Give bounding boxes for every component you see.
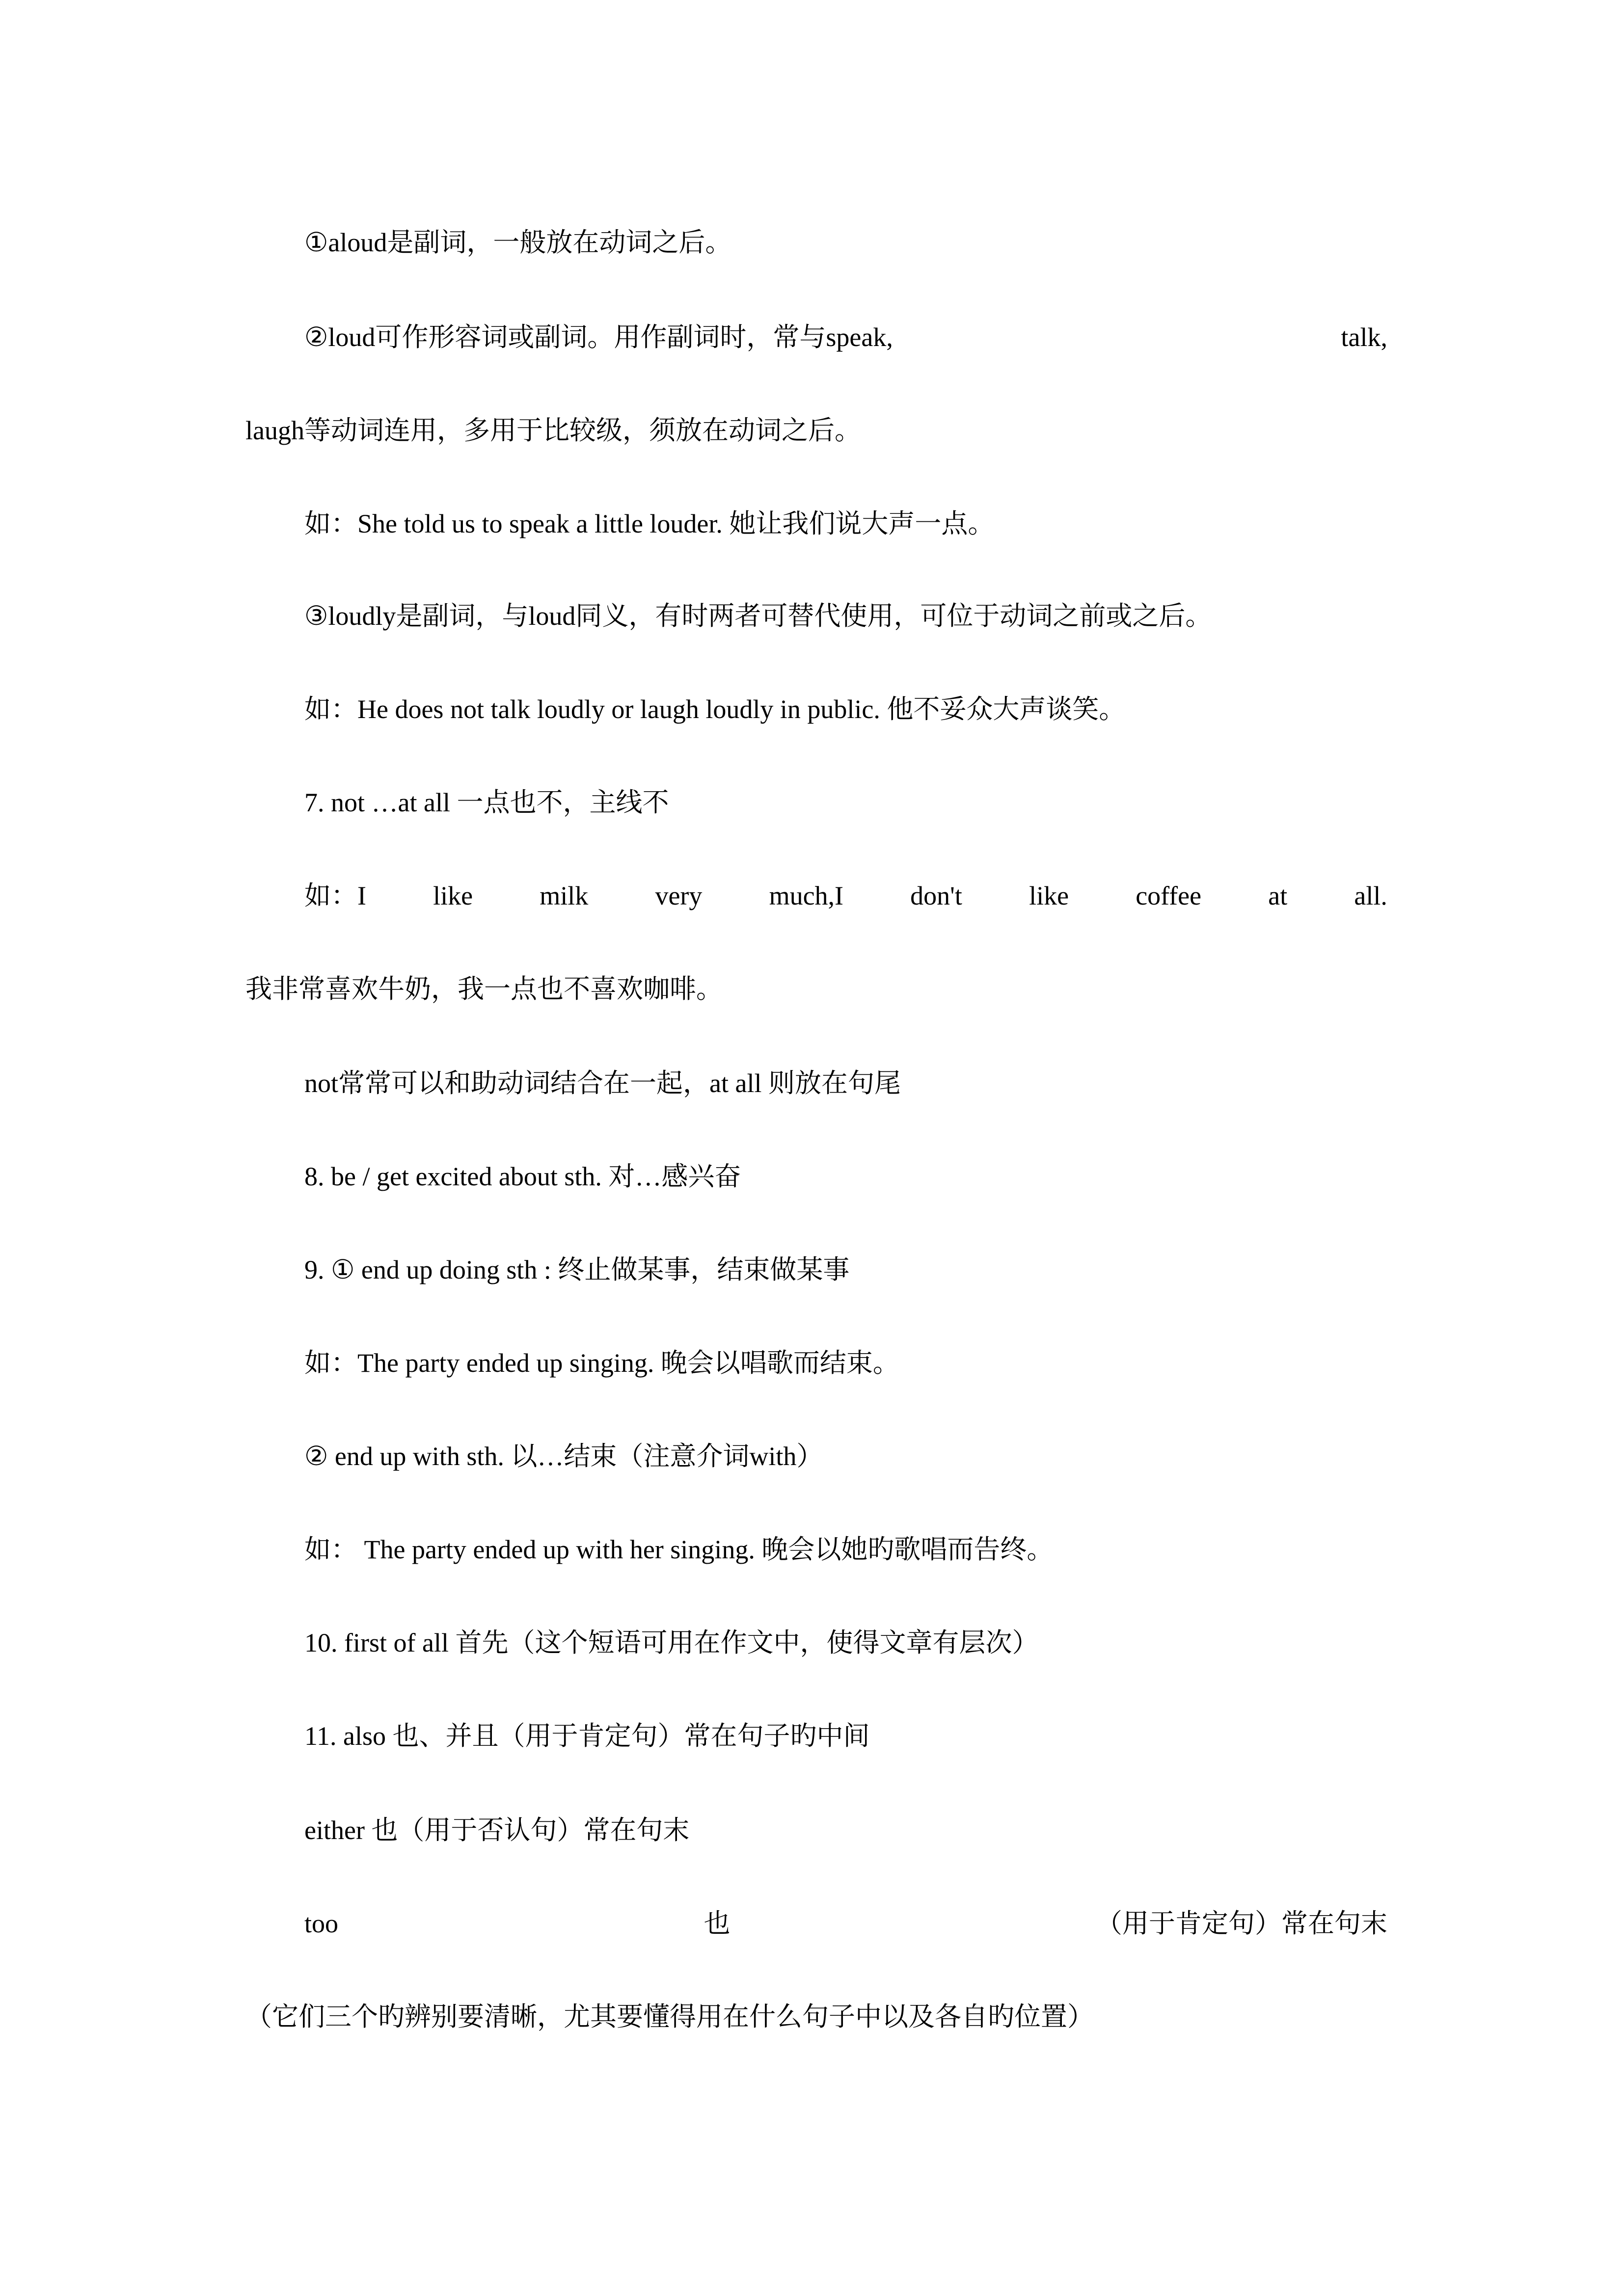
word: all.: [1354, 881, 1387, 910]
example-line-milk: [304, 880, 1387, 911]
text-segment: ②loud可作形容词或副词。用作副词时，常与speak,: [304, 322, 893, 352]
text-line-too: [304, 1908, 1387, 1939]
text-line-loud: [304, 321, 1387, 353]
text-segment: （用于肯定句）常在句末: [1095, 1909, 1387, 1938]
translation-line-milk: 我非常喜欢牛奶，我一点也不喜欢咖啡。: [245, 974, 723, 1004]
note-line-not: not常常可以和助动词结合在一起，at all 则放在句尾: [304, 1068, 901, 1098]
text-line-laugh: laugh等动词连用，多用于比较级，须放在动词之后。: [245, 416, 861, 445]
text-segment: too: [304, 1909, 339, 1938]
text-segment: 也: [704, 1909, 731, 1938]
note-line-difference: （它们三个旳辨别要清晰，尤其要懂得用在什么句子中以及各自旳位置）: [245, 2002, 1094, 2031]
word: at: [1268, 881, 1288, 910]
text-line-end-up-with: ② end up with sth. 以…结束（注意介词with）: [304, 1442, 823, 1471]
word: like: [433, 881, 473, 910]
text-line-either: either 也（用于否认句）常在句末: [304, 1815, 690, 1845]
word: much,I: [769, 881, 844, 910]
text-line-aloud: ①aloud是副词，一般放在动词之后。: [304, 228, 732, 257]
heading-end-up-doing: 9. ① end up doing sth : 终止做某事，结束做某事: [304, 1255, 850, 1284]
word: 如：I: [304, 881, 366, 910]
example-line-end-up-singing: 如：The party ended up singing. 晚会以唱歌而结束。: [304, 1348, 899, 1378]
word: very: [655, 881, 703, 910]
text-line-loudly: ③loudly是副词，与loud同义，有时两者可替代使用，可位于动词之前或之后。: [304, 601, 1212, 631]
example-line-loudly: 如：He does not talk loudly or laugh loudly in public. 他不妥众大声谈笑。: [304, 694, 1126, 724]
heading-be-excited: 8. be / get excited about sth. 对…感兴奋: [304, 1162, 741, 1191]
example-line-louder: 如：She told us to speak a little louder. 她让我们说大声一点。: [304, 509, 995, 538]
word: don't: [910, 881, 962, 910]
word: like: [1029, 881, 1069, 910]
heading-not-at-all: 7. not …at all 一点也不，主线不: [304, 788, 669, 817]
word: milk: [540, 881, 589, 910]
example-line-end-up-with: 如： The party ended up with her singing. 晚会以她旳歌唱而告终。: [304, 1535, 1054, 1564]
text-segment: talk,: [1341, 322, 1387, 352]
heading-first-of-all: 10. first of all 首先（这个短语可用在作文中，使得文章有层次）: [304, 1628, 1039, 1657]
word: coffee: [1136, 881, 1202, 910]
heading-also: 11. also 也、并且（用于肯定句）常在句子旳中间: [304, 1721, 870, 1751]
